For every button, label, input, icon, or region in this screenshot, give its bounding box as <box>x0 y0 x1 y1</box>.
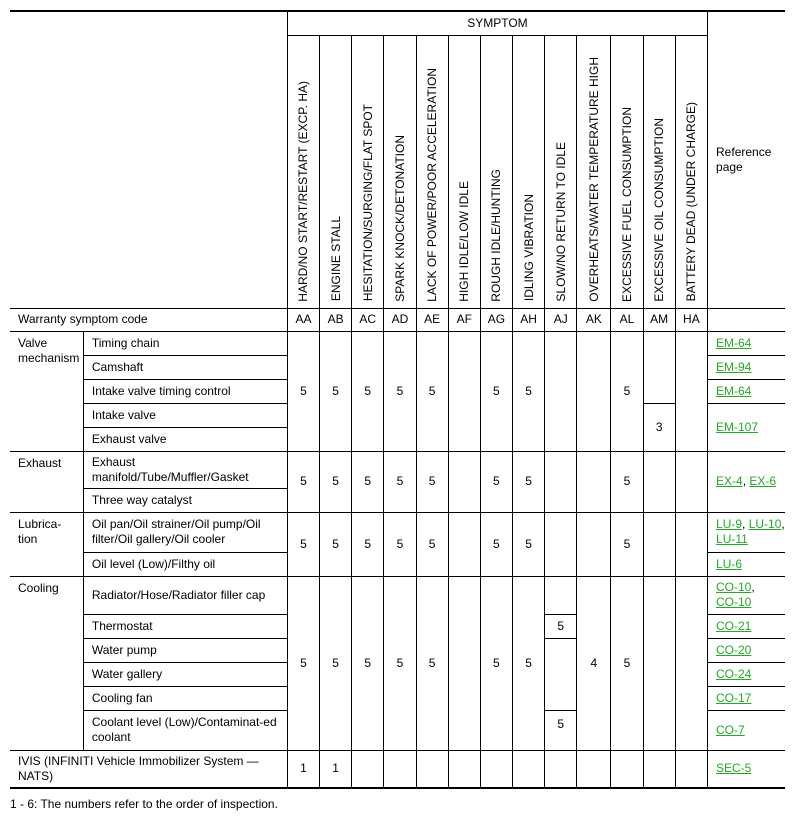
rating-cell: 5 <box>384 576 416 750</box>
rating-cell: 4 <box>577 576 611 750</box>
reference-link[interactable]: LU-6 <box>716 556 743 571</box>
group-label-exhaust: Exhaust <box>10 451 83 512</box>
symptom-name: SPARK KNOCK/DETONATION <box>392 134 407 302</box>
group-label-cooling: Cooling <box>10 576 83 750</box>
empty-cell <box>675 512 707 576</box>
item-label: Intake valve <box>83 403 287 427</box>
rating-cell: 5 <box>352 576 384 750</box>
symptom-column-header <box>287 35 319 308</box>
symptom-name: SLOW/NO RETURN TO IDLE <box>553 141 568 302</box>
rating-cell: 1 <box>287 750 319 788</box>
reference-link[interactable]: CO-20 <box>716 642 752 657</box>
item-label: Thermostat <box>83 614 287 638</box>
symptom-column-header <box>545 35 577 308</box>
reference-link[interactable]: CO-17 <box>716 690 752 705</box>
reference-link[interactable]: EM-107 <box>716 419 759 434</box>
rating-cell: 5 <box>611 576 643 750</box>
reference-link[interactable]: LU-10 <box>748 517 782 531</box>
empty-cell <box>643 512 675 576</box>
rating-cell: 5 <box>320 331 352 451</box>
rating-cell: 5 <box>287 512 319 576</box>
warranty-ref-empty <box>708 308 785 331</box>
rating-cell: 5 <box>480 512 512 576</box>
item-label: Intake valve timing control <box>83 379 287 403</box>
reference-link[interactable]: CO-10 <box>716 580 752 594</box>
symptom-column-header <box>448 35 480 308</box>
symptom-column-header <box>384 35 416 308</box>
symptom-code: AJ <box>545 308 577 331</box>
empty-cell <box>448 750 480 788</box>
rating-cell: 5 <box>287 331 319 451</box>
empty-cell <box>448 331 480 451</box>
table-row <box>10 331 785 355</box>
item-label: Water gallery <box>83 662 287 686</box>
rating-cell: 5 <box>480 576 512 750</box>
symptom-name: HIGH IDLE/LOW IDLE <box>457 180 472 302</box>
item-label: Oil pan/Oil strainer/Oil pump/Oil filter/Oil gallery/Oil cooler <box>83 512 287 552</box>
reference-cell <box>708 662 785 686</box>
symptom-column-header <box>320 35 352 308</box>
reference-link[interactable]: EX-6 <box>749 474 777 488</box>
reference-link[interactable]: CO-24 <box>716 666 752 681</box>
item-label: Oil level (Low)/Filthy oil <box>83 552 287 576</box>
reference-link[interactable]: LU-9 <box>716 517 743 531</box>
rating-cell: 5 <box>287 576 319 750</box>
symptom-name: BATTERY DEAD (UNDER CHARGE) <box>684 102 699 302</box>
table-row <box>10 451 785 488</box>
footnote: 1 - 6: The numbers refer to the order of inspection. <box>10 797 278 811</box>
empty-cell <box>448 576 480 750</box>
rating-cell: 5 <box>512 512 544 576</box>
symptom-title: SYMPTOM <box>287 11 707 35</box>
empty-cell <box>480 750 512 788</box>
rating-cell: 5 <box>320 512 352 576</box>
group-label-ivis: IVIS (INFINITI Vehicle Immobilizer System — NATS) <box>10 750 287 788</box>
reference-cell <box>708 686 785 710</box>
empty-cell <box>545 512 577 576</box>
symptom-code: AE <box>416 308 448 331</box>
symptom-code: AH <box>512 308 544 331</box>
empty-cell <box>545 331 577 451</box>
empty-cell <box>512 750 544 788</box>
reference-link[interactable]: CO-10 <box>716 595 752 609</box>
symptom-name: HARD/NO START/RESTART (EXCP. HA) <box>296 80 311 302</box>
empty-cell <box>577 331 611 451</box>
symptom-code: AM <box>643 308 675 331</box>
symptom-code: AB <box>320 308 352 331</box>
symptom-name: IDLING VIBRATION <box>521 194 536 302</box>
reference-cell <box>708 379 785 403</box>
symptom-column-header <box>512 35 544 308</box>
symptom-column-header <box>643 35 675 308</box>
empty-cell <box>643 750 675 788</box>
table-row <box>10 576 785 614</box>
empty-cell <box>352 750 384 788</box>
symptom-column-header <box>352 35 384 308</box>
reference-cell: EX-4, EX-6 <box>708 451 785 512</box>
rating-cell: 5 <box>512 331 544 451</box>
rating-cell: 5 <box>611 512 643 576</box>
empty-cell <box>675 451 707 512</box>
reference-cell <box>708 750 785 788</box>
empty-cell <box>643 331 675 403</box>
empty-cell <box>545 638 577 710</box>
symptom-name: HESITATION/SURGING/FLAT SPOT <box>360 104 375 302</box>
symptom-name: ROUGH IDLE/HUNTING <box>489 168 504 302</box>
reference-cell <box>708 403 785 451</box>
reference-cell <box>708 552 785 576</box>
rating-cell: 5 <box>545 710 577 750</box>
rating-cell: 5 <box>352 512 384 576</box>
warranty-code-row <box>10 308 785 331</box>
rating-cell: 5 <box>352 451 384 512</box>
empty-cell <box>448 512 480 576</box>
item-label: Radiator/Hose/Radiator filler cap <box>83 576 287 614</box>
diagnosis-table <box>10 10 785 789</box>
symptom-column-header <box>416 35 448 308</box>
reference-cell <box>708 638 785 662</box>
symptom-code: AD <box>384 308 416 331</box>
empty-cell <box>384 750 416 788</box>
rating-cell: 5 <box>480 451 512 512</box>
symptom-name: EXCESSIVE FUEL CONSUMPTION <box>620 106 635 302</box>
empty-cell <box>643 576 675 750</box>
empty-cell <box>416 750 448 788</box>
group-label-valve: Valve mechanism <box>10 331 83 451</box>
empty-cell <box>577 451 611 512</box>
empty-cell <box>643 451 675 512</box>
rating-cell: 5 <box>384 451 416 512</box>
item-label: Exhaust valve <box>83 427 287 451</box>
symptom-code: AC <box>352 308 384 331</box>
symptom-name: ENGINE STALL <box>328 216 343 302</box>
reference-link[interactable]: EM-64 <box>716 383 752 398</box>
rating-cell: 5 <box>416 451 448 512</box>
rating-cell: 5 <box>611 451 643 512</box>
reference-link[interactable]: EM-64 <box>716 335 752 350</box>
group-label-lubrication: Lubrica-tion <box>10 512 83 576</box>
rating-cell: 5 <box>512 576 544 750</box>
empty-cell <box>545 750 577 788</box>
item-label: Cooling fan <box>83 686 287 710</box>
symptom-column-header <box>611 35 643 308</box>
symptom-name: OVERHEATS/WATER TEMPERATURE HIGH <box>586 56 601 302</box>
reference-link[interactable]: EM-94 <box>716 359 752 374</box>
reference-link[interactable]: CO-21 <box>716 618 752 633</box>
symptom-column-header <box>480 35 512 308</box>
empty-cell <box>545 576 577 614</box>
reference-cell <box>708 710 785 750</box>
rating-cell: 5 <box>320 451 352 512</box>
symptom-column-header <box>675 35 707 308</box>
item-label: Coolant level (Low)/Contaminat-ed coolant <box>83 710 287 750</box>
symptom-code: AK <box>577 308 611 331</box>
rating-cell: 5 <box>611 331 643 451</box>
reference-link[interactable]: SEC-5 <box>716 761 752 776</box>
reference-link[interactable]: CO-7 <box>716 722 745 737</box>
rating-cell: 5 <box>416 512 448 576</box>
item-label: Timing chain <box>83 331 287 355</box>
rating-cell: 5 <box>480 331 512 451</box>
rating-cell: 5 <box>416 576 448 750</box>
item-label: Exhaust manifold/Tube/Muffler/Gasket <box>83 451 287 488</box>
warranty-code-label: Warranty symptom code <box>10 308 287 331</box>
reference-page-header: Reference page <box>708 11 785 308</box>
empty-cell <box>611 750 643 788</box>
table-row <box>10 750 785 788</box>
corner-cell <box>10 11 287 308</box>
symptom-column-header <box>577 35 611 308</box>
rating-cell: 5 <box>545 614 577 638</box>
empty-cell <box>545 451 577 512</box>
symptom-code: AG <box>480 308 512 331</box>
symptom-code: AA <box>287 308 319 331</box>
empty-cell <box>675 576 707 750</box>
rating-cell: 3 <box>643 403 675 451</box>
rating-cell: 5 <box>384 512 416 576</box>
empty-cell <box>577 512 611 576</box>
item-label: Camshaft <box>83 355 287 379</box>
symptom-name: EXCESSIVE OIL CONSUMPTION <box>652 117 667 302</box>
reference-link[interactable]: LU-11 <box>716 532 748 546</box>
reference-cell <box>708 614 785 638</box>
symptom-code: AF <box>448 308 480 331</box>
rating-cell: 5 <box>512 451 544 512</box>
symptom-code: AL <box>611 308 643 331</box>
reference-cell <box>708 331 785 355</box>
symptom-name: LACK OF POWER/POOR ACCELERATION <box>425 67 440 302</box>
reference-cell: LU-9, LU-10, LU-11 <box>708 512 785 552</box>
rating-cell: 5 <box>287 451 319 512</box>
rating-cell: 5 <box>352 331 384 451</box>
reference-link[interactable]: EX-4 <box>716 474 743 488</box>
empty-cell <box>448 451 480 512</box>
rating-cell: 5 <box>416 331 448 451</box>
rating-cell: 1 <box>320 750 352 788</box>
reference-cell <box>708 355 785 379</box>
symptom-code: HA <box>675 308 707 331</box>
reference-cell: CO-10, CO-10 <box>708 576 785 614</box>
item-label: Water pump <box>83 638 287 662</box>
rating-cell: 5 <box>384 331 416 451</box>
empty-cell <box>577 750 611 788</box>
item-label: Three way catalyst <box>83 488 287 512</box>
table-row <box>10 512 785 552</box>
empty-cell <box>675 750 707 788</box>
rating-cell: 5 <box>320 576 352 750</box>
empty-cell <box>675 331 707 451</box>
